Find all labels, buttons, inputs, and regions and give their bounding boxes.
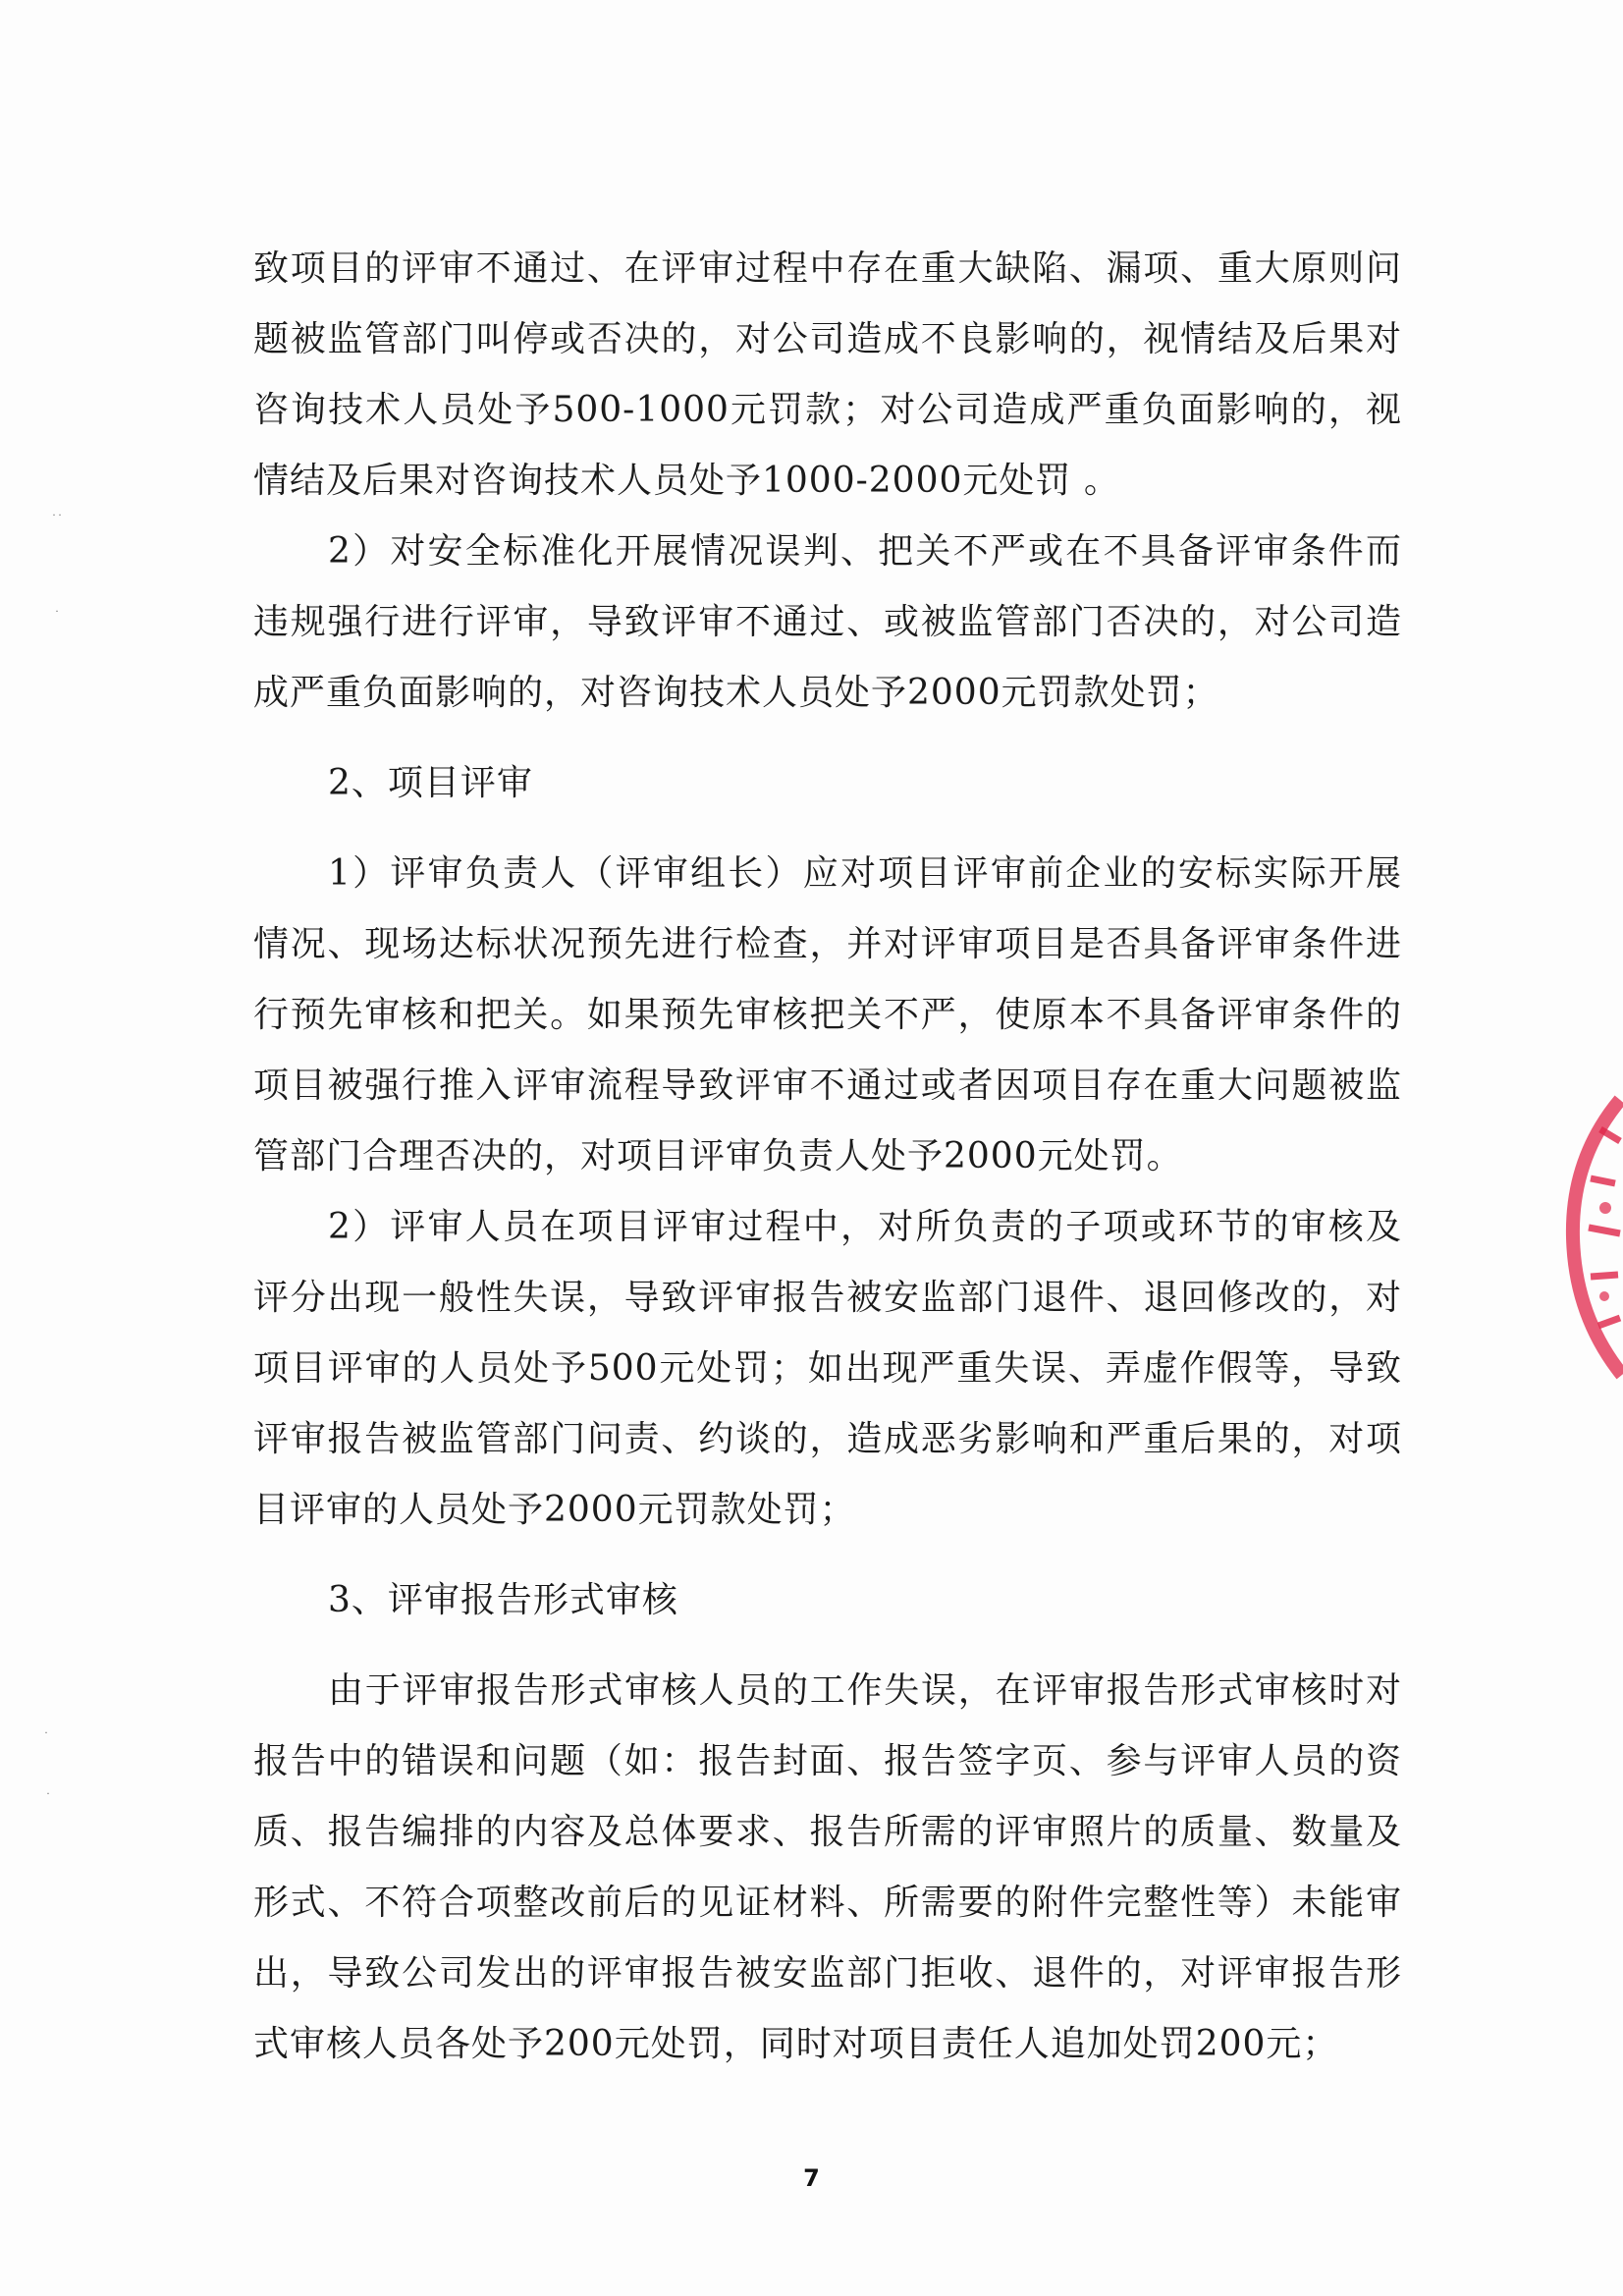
document-body — [253, 234, 1402, 2080]
paragraph-item-3: 由于评审报告形式审核人员的工作失误，在评审报告形式审核时对报告中的错误和问题（如：报告封面、报告签字页、参与评审人员的资质、报告编排的内容及总体要求、报告所需的评审照片的质量、数量及形式、不符合项整改前后的见证材料、所需要的附件完整性等）未能审出，导致公司发出的评审报告被安监部门拒收、退件的，对评审报告形式审核人员各处予200元处罚，同时对项目责任人追加处罚200元； — [253, 1670, 1402, 2064]
paragraph-item-2-1: 1）评审负责人（评审组长）应对项目评审前企业的安标实际开展情况、现场达标状况预先进行检查，并对评审项目是否具备评审条件进行预先审核和把关。如果预先审核把关不严，使原本不具备评审条件的项目被强行推入评审流程导致评审不通过或者因项目存在重大问题被监管部门合理否决的，对项目评审负责人处予2000元处罚。 — [253, 853, 1402, 1176]
section-heading-report-format-review: 3、评审报告形式审核 — [328, 1580, 678, 1620]
seal-stamp-icon — [1561, 1090, 1623, 1385]
section-heading-project-review: 2、项目评审 — [328, 763, 533, 803]
paragraph-item-1-2: 2）对安全标准化开展情况误判、把关不严或在不具备评审条件而违规强行进行评审，导致评审不通过、或被监管部门否决的，对公司造成严重负面影响的，对咨询技术人员处予2000元罚款处罚； — [253, 531, 1402, 713]
scan-speck: ˙˙ — [51, 513, 63, 526]
page-number: 7 — [803, 2164, 820, 2192]
paragraph-continued: 致项目的评审不通过、在评审过程中存在重大缺陷、漏项、重大原则问题被监管部门叫停或否决的，对公司造成不良影响的，视情结及后果对咨询技术人员处予500-1000元罚款；对公司造成严重负面影响的，视情结及后果对咨询技术人员处予1000-2000元处罚 。 — [253, 248, 1402, 501]
paragraph-item-2-2: 2）评审人员在项目评审过程中，对所负责的子项或环节的审核及评分出现一般性失误，导致评审报告被安监部门退件、退回修改的，对项目评审的人员处予500元处罚；如出现严重失误、弄虚作假等，导致评审报告被监管部门问责、约谈的，造成恶劣影响和严重后果的，对项目评审的人员处予2000元罚款处罚； — [253, 1207, 1402, 1530]
scan-speck: ˙ — [43, 1730, 49, 1744]
scan-speck: ˙ — [45, 1791, 51, 1805]
scan-speck: ˙ — [54, 609, 60, 623]
